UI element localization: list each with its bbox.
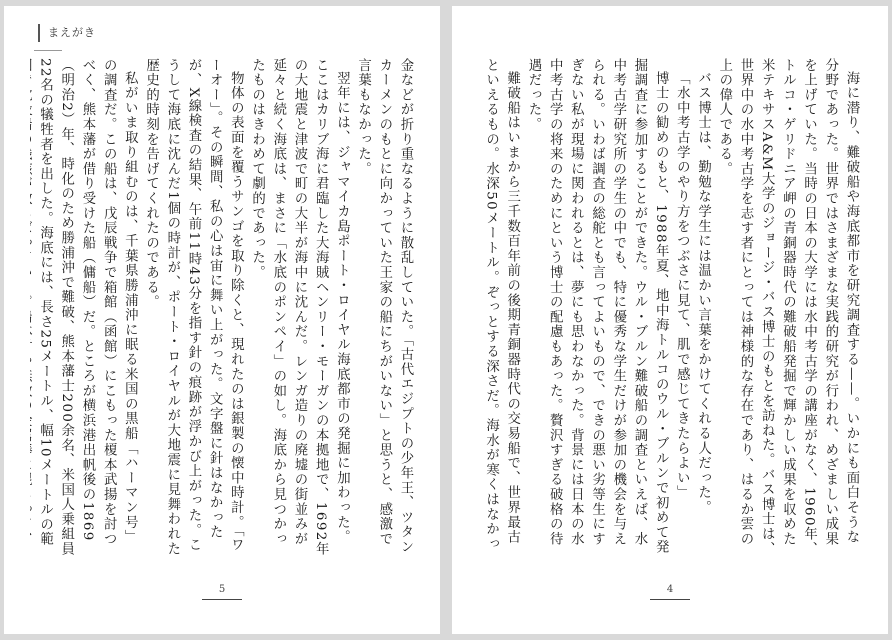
right-page [452, 6, 888, 634]
page-number-left [202, 584, 242, 600]
right-page-body [482, 58, 862, 558]
folio-rule [650, 599, 690, 600]
page-number-right [650, 584, 690, 600]
paragraph: 物体の表面を覆うサンゴを取り除くと、現れたのは銀製の懐中時計。「ワーオー」。その瞬間、私の心は宙に舞い上がった。文字盤に針はなかったが、X線検査の結果、午前11時43分を指す針の痕跡が浮かび上がった。こうして海底に沈んだ1個の時計が、ポート・ロイヤルが大地震に見舞われた歴史的時刻を告げてくれたのである。 [143, 58, 244, 557]
page-number: 4 [666, 584, 674, 595]
page-number: 5 [218, 584, 226, 595]
folio-rule [202, 599, 242, 600]
left-page-body [30, 58, 416, 558]
paragraph: 「水中考古学のやり方をつぶさに見て、肌で感じてきたらよい」 [674, 71, 690, 501]
paragraph: バス博士は、勤勉な学生には温かい言葉をかけてくれる人だった。 [695, 71, 711, 516]
section-header: まえがき [38, 24, 96, 42]
paragraph: 海に潜り、難破船や海底都市を研究調査する——。いかにも面白そうな分野であった。世界ではさまざまな実践的研究が行われ、めざましい成果を上げていた。当時の日本の大学には水中考古学の講座がなく、1960年、トルコ・ゲリドニア岬の青銅器時代の難破船発掘で輝かしい成果を収めた米テキサスA&M大学のジョージ・バス博士のもとを訪ねた。バス博士は、世界中の水中考古学を志す者にとっては神様的な存在であり、はるか雲の上の偉人である。 [716, 58, 859, 557]
paragraph: 博士の勧めのもと、1988年夏、地中海トルコのウル・ブルンで初めて発掘調査に参加することができた。ウル・ブルン難破船の調査といえば、水中考古学研究所の学生の中でも、特に優秀な学生だけが参加の機会を与えられる。いわば調査の総舵とも言ってよいもので、できの悪い劣等生にすぎない私が現場に関われるとは、夢にも思わなかった。背景には日本の水中考古学の将来のためにという博士の配慮もあった。贅沢すぎる破格の待遇だった。 [525, 58, 669, 556]
paragraph: 私がいま取り組むのは、千葉県勝浦沖に眠る米国の黒船「ハーマン号」の調査だ。この船は、戊辰戦争で箱館（函館）にこもった榎本武揚を討つべく、熊本藩が借り受けた船（傭船）だ。ところが横浜港出帆後の1869（明治2）年、時化のため勝浦沖で難破、熊本藩士200余名、米国人乗組員22名の犠牲者を出した。海底には、長さ25メートル、幅10メートルの範 [37, 58, 138, 557]
paragraph: 翌年には、ジャマイカ島ポート・ロイヤル海底都市の発掘に加わった。ここはカリブ海に君臨した大海賊ヘンリー・モーガンの本拠地で、1692年の大地震と津波で町の大半が海中に沈んだ。レンガ造りの廃墟の街並みが延々と続く海底は、まさに「水底のポンペイ」の如し。海底から見つかったものはきわめて劇的であった。 [249, 58, 350, 557]
paragraph: 金などが折り重なるように散乱していた。「古代エジプトの少年王、ツタンカーメンのもとに向かっていた王家の船にちがいない」と思うと、感激で言葉もなかった。 [355, 58, 413, 555]
left-page [4, 6, 440, 634]
paragraph: 難破船はいまから三千数百年前の後期青銅器時代の交易船で、世界最古といえるもの。水深50メートル。ぞっとする深さだ。海水が寒くはなかっ [483, 58, 520, 552]
header-rule [34, 50, 62, 51]
